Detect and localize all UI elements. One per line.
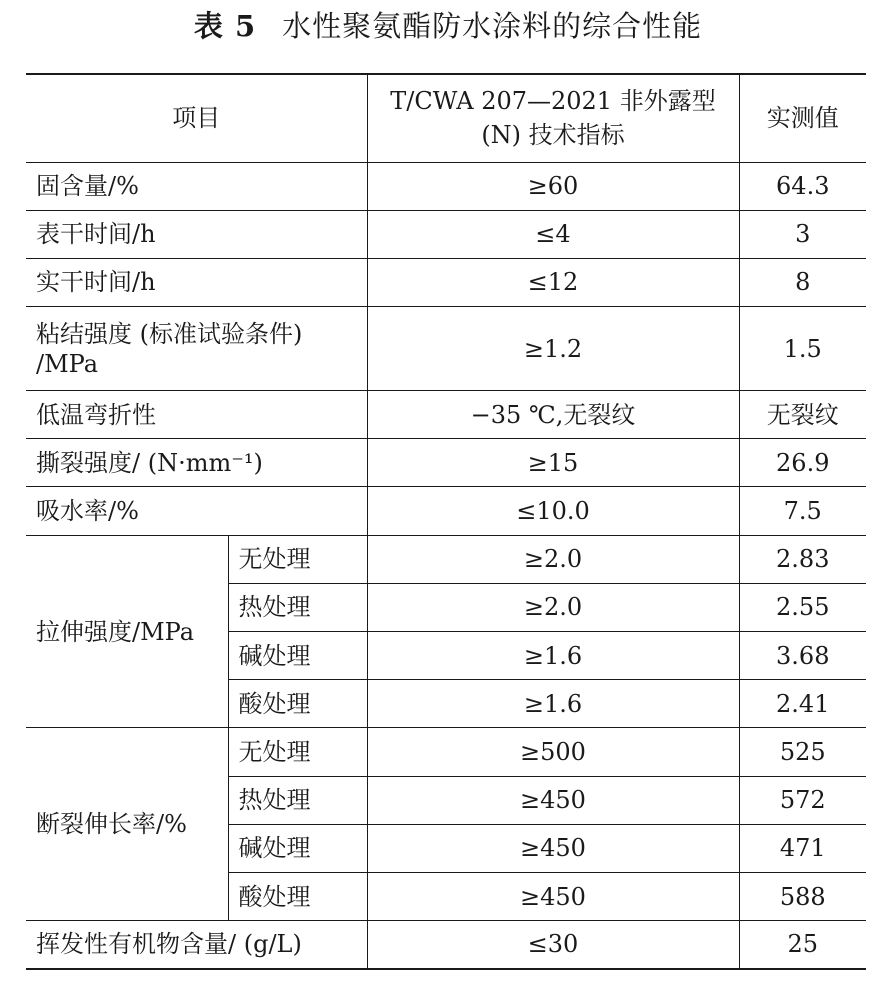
row-item-line1: 粘结强度 (标准试验条件): [36, 319, 303, 348]
row-item: 实干时间/h: [26, 258, 367, 306]
row-standard: −35 ℃,无裂纹: [367, 391, 739, 439]
row-item-line2: /MPa: [36, 349, 99, 378]
row-standard: ≥2.0: [367, 583, 739, 631]
row-condition: 碱处理: [228, 824, 367, 872]
row-standard: ≥2.0: [367, 535, 739, 583]
row-measured: 525: [739, 728, 866, 776]
row-standard: ≥500: [367, 728, 739, 776]
row-measured: 2.55: [739, 583, 866, 631]
header-standard-line2: (N) 技术指标: [481, 121, 625, 150]
row-condition: 无处理: [228, 535, 367, 583]
table-row: [26, 162, 866, 210]
row-measured: 588: [739, 872, 866, 920]
row-measured: 26.9: [739, 439, 866, 487]
row-standard: ≥1.6: [367, 680, 739, 728]
row-measured: 572: [739, 776, 866, 824]
table-number: 表 5: [193, 9, 257, 43]
row-item: 撕裂强度/ (N·mm⁻¹): [26, 439, 367, 487]
group-tensile: 拉伸强度/MPa: [26, 535, 228, 728]
row-standard: ≥450: [367, 776, 739, 824]
row-item: 表干时间/h: [26, 210, 367, 258]
row-measured: 1.5: [739, 307, 866, 391]
table-row: [26, 921, 866, 969]
header-measured: 实测值: [739, 74, 866, 162]
row-measured: 7.5: [739, 487, 866, 535]
table-row: [26, 487, 866, 535]
row-item: [26, 307, 367, 391]
row-item: 挥发性有机物含量/ (g/L): [26, 921, 367, 969]
table-row: [26, 210, 866, 258]
row-measured: 2.83: [739, 535, 866, 583]
row-standard: ≤30: [367, 921, 739, 969]
table-row: [26, 535, 866, 583]
row-item: 固含量/%: [26, 162, 367, 210]
table-row: [26, 728, 866, 776]
header-standard: [367, 74, 739, 162]
row-measured: 25: [739, 921, 866, 969]
properties-table: [26, 73, 866, 970]
row-standard: ≤12: [367, 258, 739, 306]
table-row: [26, 307, 866, 391]
row-condition: 酸处理: [228, 872, 367, 920]
table-caption: [0, 6, 896, 46]
row-standard: ≥60: [367, 162, 739, 210]
row-condition: 碱处理: [228, 632, 367, 680]
group-elongation: 断裂伸长率/%: [26, 728, 228, 921]
row-item: 吸水率/%: [26, 487, 367, 535]
row-item: 低温弯折性: [26, 391, 367, 439]
row-standard: ≥1.6: [367, 632, 739, 680]
row-standard: ≥15: [367, 439, 739, 487]
row-standard: ≥450: [367, 872, 739, 920]
row-condition: 热处理: [228, 583, 367, 631]
row-standard: ≥450: [367, 824, 739, 872]
row-standard: ≥1.2: [367, 307, 739, 391]
row-standard: ≤10.0: [367, 487, 739, 535]
row-measured: 64.3: [739, 162, 866, 210]
row-condition: 无处理: [228, 728, 367, 776]
table-row: [26, 391, 866, 439]
row-measured: 2.41: [739, 680, 866, 728]
row-measured: 8: [739, 258, 866, 306]
row-standard: ≤4: [367, 210, 739, 258]
row-measured: 3: [739, 210, 866, 258]
row-measured: 471: [739, 824, 866, 872]
row-condition: 热处理: [228, 776, 367, 824]
header-item: 项目: [26, 74, 367, 162]
row-condition: 酸处理: [228, 680, 367, 728]
row-measured: 3.68: [739, 632, 866, 680]
row-measured: 无裂纹: [739, 391, 866, 439]
header-standard-line1: T/CWA 207—2021 非外露型: [390, 87, 716, 116]
table-title: 水性聚氨酯防水涂料的综合性能: [282, 9, 703, 43]
table-row: [26, 258, 866, 306]
table-row: [26, 439, 866, 487]
header-row: [26, 74, 866, 162]
